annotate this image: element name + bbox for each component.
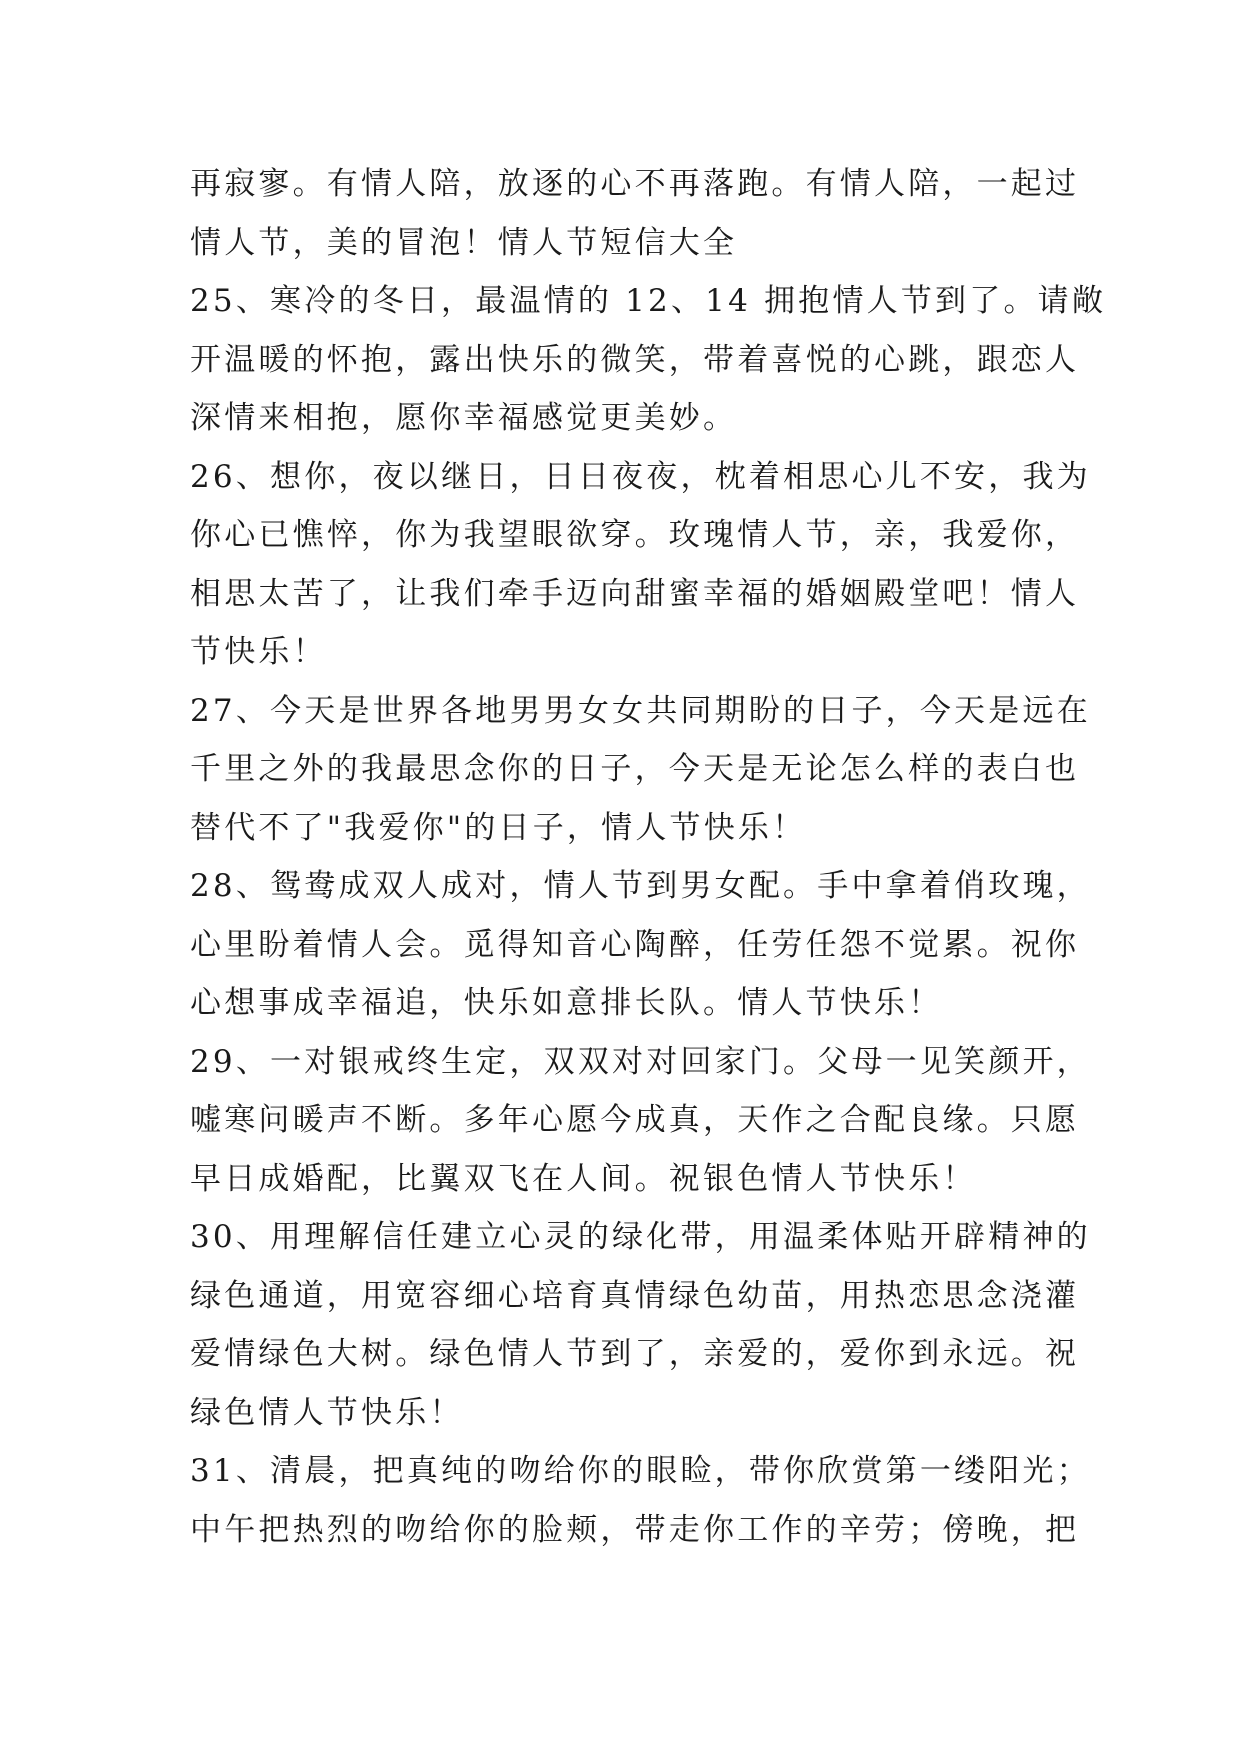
text-line: 早日成婚配，比翼双飞在人间。祝银色情人节快乐！ <box>190 1160 977 1197</box>
text-line: 30、用理解信任建立心灵的绿化带，用温柔体贴开辟精神的 <box>190 1219 1091 1255</box>
document-body <box>190 155 1107 1559</box>
text-line: 再寂寥。有情人陪，放逐的心不再落跑。有情人陪，一起过 <box>190 166 1080 202</box>
text-line: 千里之外的我最思念你的日子，今天是无论怎么样的表白也 <box>190 751 1080 787</box>
text-line: 绿色通道，用宽容细心培育真情绿色幼苗，用热恋思念浇灌 <box>190 1277 1080 1314</box>
text-line: 心里盼着情人会。觅得知音心陶醉，任劳任怨不觉累。祝你 <box>190 926 1080 963</box>
text-line: 25、寒冷的冬日，最温情的 12、14 拥抱情人节到了。请敞 <box>190 283 1107 319</box>
text-line: 相思太苦了，让我们牵手迈向甜蜜幸福的婚姻殿堂吧！情人 <box>190 575 1080 612</box>
text-line: 嘘寒问暖声不断。多年心愿今成真，天作之合配良缘。只愿 <box>190 1102 1080 1138</box>
text-line: 深情来相抱，愿你幸福感觉更美妙。 <box>190 400 738 436</box>
text-line: 26、想你，夜以继日，日日夜夜，枕着相思心儿不安，我为 <box>190 458 1091 495</box>
text-line: 绿色情人节快乐！ <box>190 1394 464 1431</box>
text-line: 28、鸳鸯成双人成对，情人节到男女配。手中拿着俏玫瑰， <box>190 868 1091 904</box>
text-line: 中午把热烈的吻给你的脸颊，带走你工作的辛劳；傍晚，把 <box>190 1511 1080 1548</box>
text-line: 情人节，美的冒泡！情人节短信大全 <box>190 224 738 261</box>
text-line: 29、一对银戒终生定，双双对对回家门。父母一见笑颜开， <box>190 1043 1091 1080</box>
text-line: 开温暖的怀抱，露出快乐的微笑，带着喜悦的心跳，跟恋人 <box>190 341 1080 378</box>
text-line: 替代不了"我爱你"的日子，情人节快乐！ <box>190 809 807 846</box>
text-line: 心想事成幸福追，快乐如意排长队。情人节快乐！ <box>190 985 943 1021</box>
text-line: 爱情绿色大树。绿色情人节到了，亲爱的，爱你到永远。祝 <box>190 1336 1080 1372</box>
text-line: 你心已憔悴，你为我望眼欲穿。玫瑰情人节，亲，我爱你， <box>190 517 1080 553</box>
text-line: 27、今天是世界各地男男女女共同期盼的日子，今天是远在 <box>190 692 1091 729</box>
text-line: 31、清晨，把真纯的吻给你的眼睑，带你欣赏第一缕阳光； <box>190 1453 1091 1489</box>
text-line: 节快乐！ <box>190 634 327 670</box>
